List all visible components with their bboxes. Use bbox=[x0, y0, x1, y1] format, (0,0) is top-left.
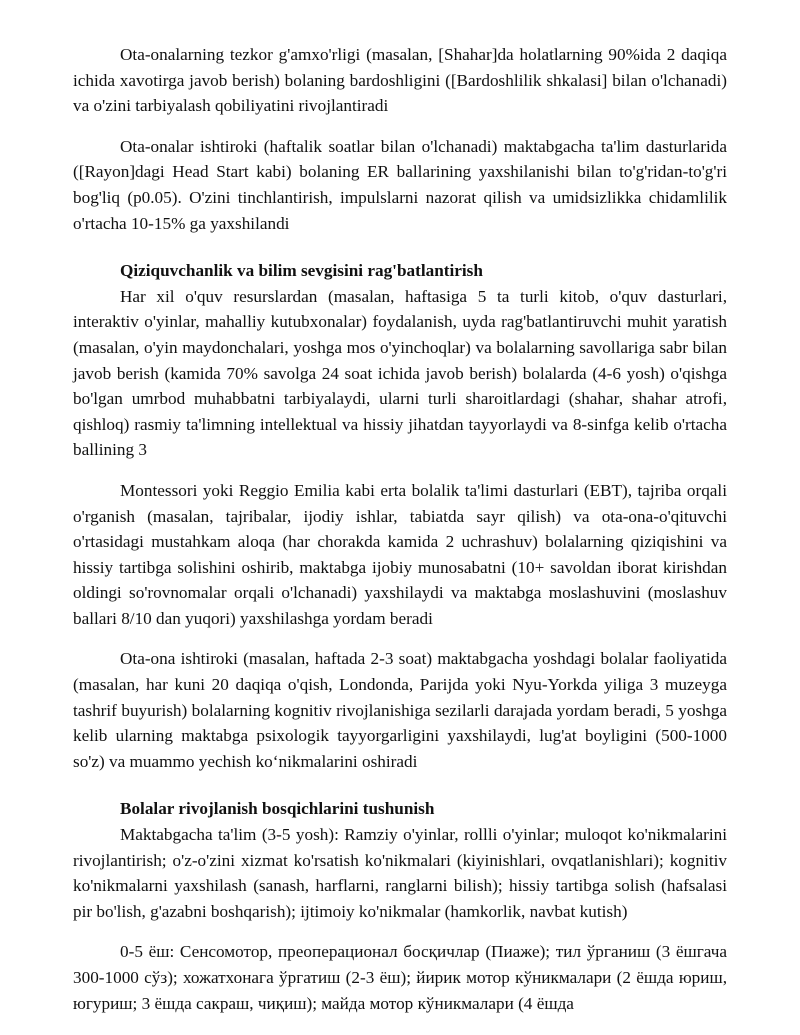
paragraph-early-education-programs: Montessori yoki Reggio Emilia kabi erta bolalik ta'limi dasturlari (EBT), tajriba orqali o'rganish (masalan, tajribalar, ijodiy ishlar, tabiatda sayr qilish) va ota-ona-o'qituvchi o'rtasidagi mustahkam aloqa (har chorakda kamida 2 uchrashuv) bolalarning qiziqishini va hissiy tartibga solishini oshirib, maktabga ijobiy munosabatni (10+ savoldan iborat kirishdan oldingi so'rovnomalar orqali o'lchanadi) yaxshilaydi va maktabga moslashuvini (moslashuv ballari 8/10 dan yuqori) yaxshilashga yordam beradi bbox=[73, 480, 727, 628]
paragraph-parental-involvement: Ota-onalar ishtiroki (haftalik soatlar bilan o'lchanadi) maktabgacha ta'lim dasturlarida ([Rayon]dagi Head Start kabi) bolaning ER ballarining yaxshilanishi bilan to'g'ridan-to'g'ri bog'liq (p0.05). O'zini tinchlantirish, impulslarni nazorat qilish va umidsizlikka chidamlilik o'rtacha 10-15% ga yaxshilandi bbox=[73, 136, 727, 233]
section-heading-curiosity: Qiziquvchanlik va bilim sevgisini rag'batlantirish bbox=[120, 261, 483, 281]
paragraph-parental-responsiveness: Ota-onalarning tezkor g'amxo'rligi (masalan, [Shahar]da holatlarning 90%ida 2 daqiqa ichida xavotirga javob berish) bolaning bardoshligini ([Bardoshlilik shkalasi] bilan o'lchanadi) va o'zini tarbiyalash qobiliyatini rivojlantiradi bbox=[73, 45, 727, 116]
paragraph-parent-participation: Ota-ona ishtiroki (masalan, haftada 2-3 soat) maktabgacha yoshdagi bolalar faoliyatida (masalan, har kuni 20 daqiqa o'qish, Londonda, Parijda yoki Nyu-Yorkda yiliga 3 muzeyga tashrif buyurish) bolalarning kognitiv rivojlanishiga sezilarli darajada yordam beradi, 5 yoshga kelib ularning maktabga psixologik tayyorgarligini yaxshilaydi, lug'at boyligini (500-1000 so'z) va muammo yechish koʻnikmalarini oshiradi bbox=[73, 649, 727, 771]
paragraph-age-0-5-stage: 0-5 ёш: Сенсомотор, преоперационал босқичлар (Пиаже); тил ўрганиш (3 ёшгача 300-1000 сўз); хожатхонага ўргатиш (2-3 ёш); йирик мотор кўникмалари (2 ёшда юриш, югуриш; 3 ёшда сакраш, чиқиш); майда мотор кўникмалари (4 ёшда bbox=[73, 942, 727, 1013]
paragraph-learning-resources: Har xil o'quv resurslardan (masalan, haftasiga 5 ta turli kitob, o'quv dasturlari, interaktiv o'yinlar, mahalliy kutubxonalar) foydalanish, uyda rag'batlantiruvchi muhit yaratish (masalan, o'yin maydonchalari, yoshga mos o'yinchoqlar) va bolalarning savollariga sabr bilan javob berish (kamida 70% savolga 24 soat ichida javob berish) bolalarda (4-6 yosh) o'qishga bo'lgan umrbod muhabbatni tarbiyalaydi, ularni turli sharoitlardagi (shahar, shahar atrofi, qishloq) rasmiy ta'limning intellektual va hissiy jihatdan tayyorlaydi va 8-sinfga kelib o'rtacha ballining 3 bbox=[73, 286, 727, 460]
paragraph-preschool-stage: Maktabgacha ta'lim (3-5 yosh): Ramziy o'yinlar, rollli o'yinlar; muloqot ko'nikmalarini rivojlantirish; o'z-o'zini xizmat ko'rsatish ko'nikmalari (kiyinishlari, ovqatlanishlari); kognitiv ko'nikmalarni yaxshilash (sanash, harflarni, ranglarni bilish); hissiy tartibga solish (hafsalasi pir bo'lish, g'azabni boshqarish); ijtimoiy ko'nikmalar (hamkorlik, navbat kutish) bbox=[73, 825, 727, 921]
section-heading-development-stages: Bolalar rivojlanish bosqichlarini tushunish bbox=[120, 799, 435, 819]
